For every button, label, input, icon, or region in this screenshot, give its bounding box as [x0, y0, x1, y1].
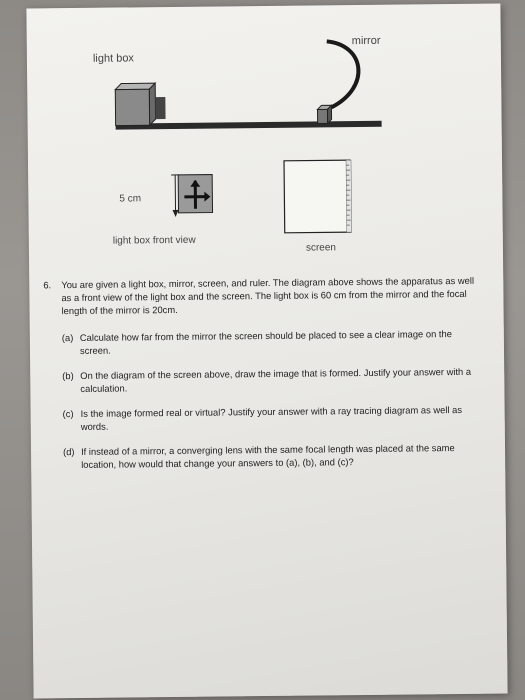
- mirror-label: mirror: [351, 34, 381, 48]
- question-text: You are given a light box, mirror, screen, and ruler. The diagram above shows the apparatus as well as a front view of the light box and the screen. The light box is 60 cm from the mirror and the focal length of the mirror is 20cm.: [61, 274, 475, 317]
- question-part-c: [63, 403, 483, 433]
- mirror-mount: [317, 105, 331, 123]
- part-text: Calculate how far from the mirror the screen should be placed to see a clear image on the screen.: [79, 328, 452, 356]
- part-text: If instead of a mirror, a converging lens with the same focal length was placed at the same location, how would that change your answers to (a), (b), and (c)?: [80, 442, 455, 470]
- apparatus-diagram: [26, 4, 503, 269]
- part-label: (a): [61, 332, 74, 344]
- light-box-3d: [115, 83, 165, 126]
- screen-front-view: [284, 160, 352, 233]
- part-text: Is the image formed real or virtual? Justify your answer with a ray tracing diagram as well as words.: [80, 403, 463, 432]
- part-label: (d): [62, 446, 75, 458]
- light-box-label: light box: [92, 52, 134, 65]
- question-number: 6.: [43, 279, 52, 291]
- part-label: (c): [62, 408, 74, 420]
- screen-label: screen: [305, 242, 336, 254]
- question-part-b: [62, 365, 482, 395]
- part-label: (b): [62, 370, 74, 382]
- question-part-d: [63, 441, 483, 471]
- front-view-label: light box front view: [112, 234, 196, 247]
- question-block: [43, 274, 483, 471]
- worksheet-page: [26, 4, 507, 699]
- light-box-front-view: [178, 175, 212, 213]
- mirror-curve: [327, 41, 359, 107]
- track-rail: [116, 121, 382, 130]
- question-part-a: [62, 327, 482, 357]
- part-text: On the diagram of the screen above, draw the image that is formed. Justify your answer with a calculation.: [80, 365, 472, 394]
- scale-label: 5 cm: [119, 193, 142, 205]
